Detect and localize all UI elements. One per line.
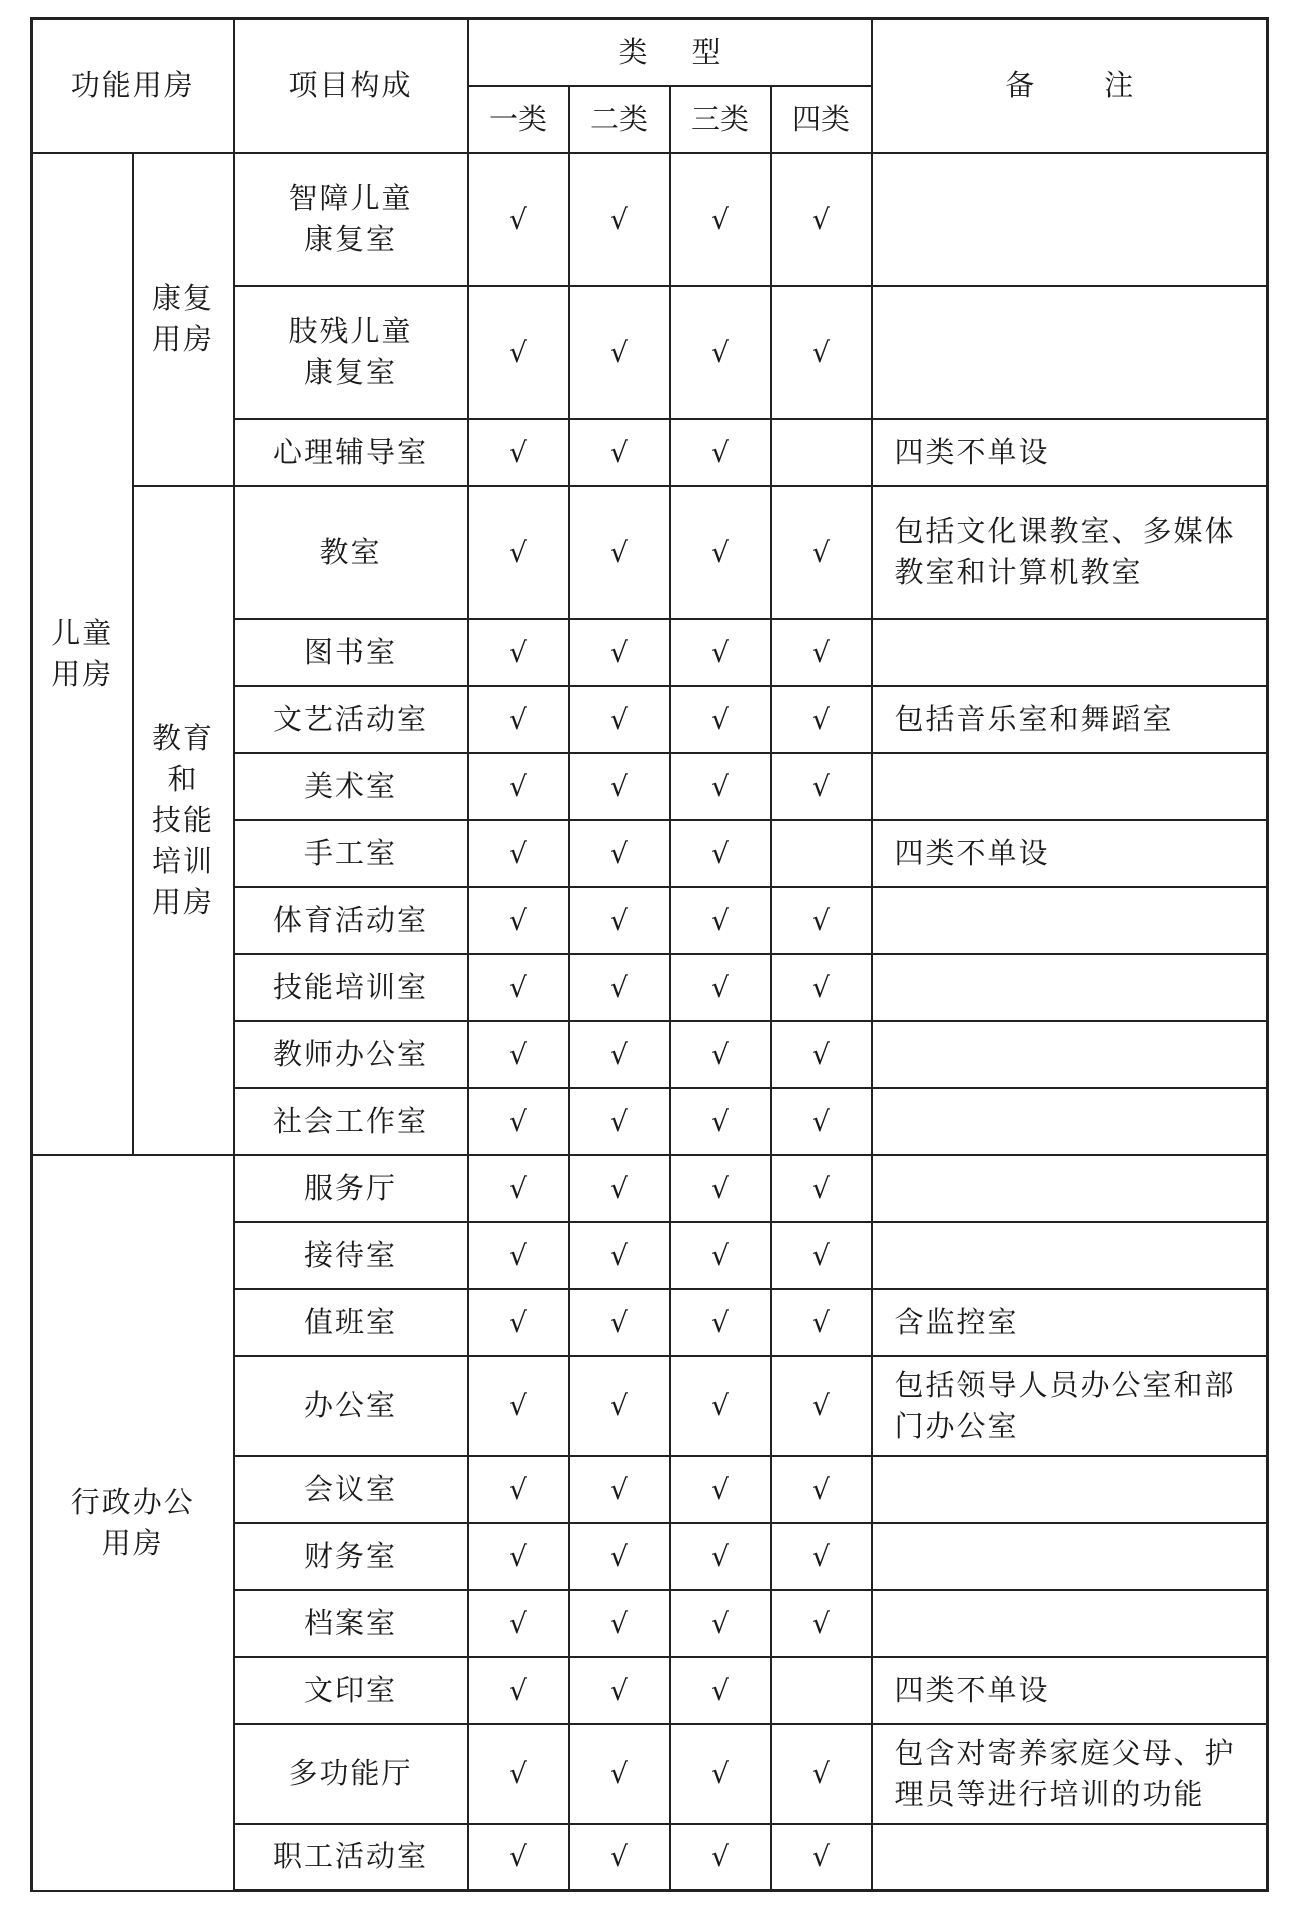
item-name-cell: 社会工作室 bbox=[234, 1088, 468, 1155]
type-4-check-cell: √ bbox=[771, 153, 872, 286]
type-3-check-cell: √ bbox=[670, 686, 771, 753]
type-4-check-cell: √ bbox=[771, 286, 872, 419]
type-4-check-cell: √ bbox=[771, 1456, 872, 1523]
header-type-4: 四类 bbox=[771, 86, 872, 153]
note-cell bbox=[872, 1590, 1268, 1657]
type-4-check-cell: √ bbox=[771, 954, 872, 1021]
item-name-cell: 会议室 bbox=[234, 1456, 468, 1523]
header-type-1: 一类 bbox=[468, 86, 569, 153]
type-1-check-cell: √ bbox=[468, 1155, 569, 1222]
table-row bbox=[32, 1155, 1268, 1222]
type-1-check-cell: √ bbox=[468, 1724, 569, 1824]
item-name-cell: 职工活动室 bbox=[234, 1824, 468, 1891]
type-3-check-cell: √ bbox=[670, 1724, 771, 1824]
note-cell bbox=[872, 1523, 1268, 1590]
note-cell bbox=[872, 1824, 1268, 1891]
group-admin-rooms: 行政办公 用房 bbox=[32, 1155, 234, 1891]
note-cell bbox=[872, 153, 1268, 286]
note-cell bbox=[872, 954, 1268, 1021]
item-name-cell: 手工室 bbox=[234, 820, 468, 887]
item-name-cell: 财务室 bbox=[234, 1523, 468, 1590]
type-3-check-cell: √ bbox=[670, 286, 771, 419]
type-3-check-cell: √ bbox=[670, 887, 771, 954]
type-1-check-cell: √ bbox=[468, 1356, 569, 1456]
type-2-check-cell: √ bbox=[569, 686, 670, 753]
type-1-check-cell: √ bbox=[468, 1590, 569, 1657]
type-2-check-cell: √ bbox=[569, 1088, 670, 1155]
type-2-check-cell: √ bbox=[569, 619, 670, 686]
type-4-check-cell bbox=[771, 1657, 872, 1724]
note-cell: 四类不单设 bbox=[872, 820, 1268, 887]
type-1-check-cell: √ bbox=[468, 1523, 569, 1590]
type-1-check-cell: √ bbox=[468, 1021, 569, 1088]
type-2-check-cell: √ bbox=[569, 1657, 670, 1724]
table-row bbox=[32, 153, 1268, 286]
item-name-cell: 美术室 bbox=[234, 753, 468, 820]
type-2-check-cell: √ bbox=[569, 1590, 670, 1657]
type-4-check-cell: √ bbox=[771, 753, 872, 820]
type-2-check-cell: √ bbox=[569, 486, 670, 619]
type-2-check-cell: √ bbox=[569, 286, 670, 419]
note-cell bbox=[872, 1155, 1268, 1222]
header-notes: 备注 bbox=[872, 19, 1268, 153]
type-2-check-cell: √ bbox=[569, 1523, 670, 1590]
type-2-check-cell: √ bbox=[569, 1021, 670, 1088]
type-3-check-cell: √ bbox=[670, 753, 771, 820]
type-3-check-cell: √ bbox=[670, 1590, 771, 1657]
note-cell bbox=[872, 619, 1268, 686]
note-cell: 含监控室 bbox=[872, 1289, 1268, 1356]
type-2-check-cell: √ bbox=[569, 153, 670, 286]
type-1-check-cell: √ bbox=[468, 753, 569, 820]
header-item-composition: 项目构成 bbox=[234, 19, 468, 153]
type-1-check-cell: √ bbox=[468, 686, 569, 753]
type-2-check-cell: √ bbox=[569, 954, 670, 1021]
note-cell bbox=[872, 286, 1268, 419]
note-cell: 包括领导人员办公室和部门办公室 bbox=[872, 1356, 1268, 1456]
type-1-check-cell: √ bbox=[468, 153, 569, 286]
type-4-check-cell: √ bbox=[771, 1590, 872, 1657]
table-row bbox=[32, 486, 1268, 619]
type-3-check-cell: √ bbox=[670, 1824, 771, 1891]
type-1-check-cell: √ bbox=[468, 1456, 569, 1523]
type-1-check-cell: √ bbox=[468, 1088, 569, 1155]
type-3-check-cell: √ bbox=[670, 1456, 771, 1523]
type-4-check-cell: √ bbox=[771, 1155, 872, 1222]
type-1-check-cell: √ bbox=[468, 1222, 569, 1289]
type-3-check-cell: √ bbox=[670, 419, 771, 486]
type-4-check-cell bbox=[771, 820, 872, 887]
type-3-check-cell: √ bbox=[670, 1289, 771, 1356]
item-name-cell: 值班室 bbox=[234, 1289, 468, 1356]
type-1-check-cell: √ bbox=[468, 1289, 569, 1356]
type-3-check-cell: √ bbox=[670, 1222, 771, 1289]
type-2-check-cell: √ bbox=[569, 1289, 670, 1356]
type-3-check-cell: √ bbox=[670, 619, 771, 686]
note-cell bbox=[872, 887, 1268, 954]
header-type-2: 二类 bbox=[569, 86, 670, 153]
item-name-cell: 办公室 bbox=[234, 1356, 468, 1456]
item-name-cell: 技能培训室 bbox=[234, 954, 468, 1021]
item-name-cell: 图书室 bbox=[234, 619, 468, 686]
type-4-check-cell: √ bbox=[771, 486, 872, 619]
type-2-check-cell: √ bbox=[569, 1222, 670, 1289]
type-4-check-cell: √ bbox=[771, 1523, 872, 1590]
note-cell bbox=[872, 1222, 1268, 1289]
item-name-cell: 智障儿童 康复室 bbox=[234, 153, 468, 286]
item-name-cell: 心理辅导室 bbox=[234, 419, 468, 486]
type-1-check-cell: √ bbox=[468, 1657, 569, 1724]
header-type-3: 三类 bbox=[670, 86, 771, 153]
type-3-check-cell: √ bbox=[670, 486, 771, 619]
type-2-check-cell: √ bbox=[569, 887, 670, 954]
note-cell: 包括音乐室和舞蹈室 bbox=[872, 686, 1268, 753]
type-2-check-cell: √ bbox=[569, 419, 670, 486]
item-name-cell: 档案室 bbox=[234, 1590, 468, 1657]
note-cell bbox=[872, 1021, 1268, 1088]
item-name-cell: 文艺活动室 bbox=[234, 686, 468, 753]
type-3-check-cell: √ bbox=[670, 1523, 771, 1590]
type-2-check-cell: √ bbox=[569, 1724, 670, 1824]
type-1-check-cell: √ bbox=[468, 1824, 569, 1891]
type-3-check-cell: √ bbox=[670, 1657, 771, 1724]
type-1-check-cell: √ bbox=[468, 286, 569, 419]
note-cell bbox=[872, 753, 1268, 820]
type-4-check-cell: √ bbox=[771, 887, 872, 954]
room-function-table bbox=[30, 17, 1269, 1892]
note-cell: 包含对寄养家庭父母、护理员等进行培训的功能 bbox=[872, 1724, 1268, 1824]
type-4-check-cell: √ bbox=[771, 1021, 872, 1088]
type-4-check-cell: √ bbox=[771, 1724, 872, 1824]
note-cell bbox=[872, 1088, 1268, 1155]
type-1-check-cell: √ bbox=[468, 619, 569, 686]
type-2-check-cell: √ bbox=[569, 753, 670, 820]
type-3-check-cell: √ bbox=[670, 1356, 771, 1456]
type-1-check-cell: √ bbox=[468, 954, 569, 1021]
type-1-check-cell: √ bbox=[468, 887, 569, 954]
item-name-cell: 教师办公室 bbox=[234, 1021, 468, 1088]
type-2-check-cell: √ bbox=[569, 1356, 670, 1456]
subgroup-education-rooms: 教育 和 技能 培训 用房 bbox=[133, 486, 234, 1155]
type-4-check-cell: √ bbox=[771, 1824, 872, 1891]
type-2-check-cell: √ bbox=[569, 1456, 670, 1523]
note-cell: 四类不单设 bbox=[872, 1657, 1268, 1724]
type-3-check-cell: √ bbox=[670, 1155, 771, 1222]
note-cell bbox=[872, 1456, 1268, 1523]
type-2-check-cell: √ bbox=[569, 820, 670, 887]
type-4-check-cell: √ bbox=[771, 619, 872, 686]
type-3-check-cell: √ bbox=[670, 820, 771, 887]
type-4-check-cell: √ bbox=[771, 686, 872, 753]
note-cell: 包括文化课教室、多媒体教室和计算机教室 bbox=[872, 486, 1268, 619]
note-cell: 四类不单设 bbox=[872, 419, 1268, 486]
type-4-check-cell bbox=[771, 419, 872, 486]
item-name-cell: 体育活动室 bbox=[234, 887, 468, 954]
type-3-check-cell: √ bbox=[670, 954, 771, 1021]
subgroup-rehab-rooms: 康复 用房 bbox=[133, 153, 234, 486]
type-1-check-cell: √ bbox=[468, 419, 569, 486]
type-4-check-cell: √ bbox=[771, 1222, 872, 1289]
type-3-check-cell: √ bbox=[670, 1088, 771, 1155]
type-2-check-cell: √ bbox=[569, 1824, 670, 1891]
type-4-check-cell: √ bbox=[771, 1356, 872, 1456]
item-name-cell: 文印室 bbox=[234, 1657, 468, 1724]
type-2-check-cell: √ bbox=[569, 1155, 670, 1222]
type-1-check-cell: √ bbox=[468, 486, 569, 619]
type-1-check-cell: √ bbox=[468, 820, 569, 887]
header-function-room: 功能用房 bbox=[32, 19, 234, 153]
item-name-cell: 接待室 bbox=[234, 1222, 468, 1289]
item-name-cell: 肢残儿童 康复室 bbox=[234, 286, 468, 419]
header-type-group: 类型 bbox=[468, 19, 872, 86]
type-4-check-cell: √ bbox=[771, 1289, 872, 1356]
item-name-cell: 教室 bbox=[234, 486, 468, 619]
group-children-rooms: 儿童 用房 bbox=[32, 153, 133, 1155]
item-name-cell: 服务厅 bbox=[234, 1155, 468, 1222]
type-3-check-cell: √ bbox=[670, 1021, 771, 1088]
type-3-check-cell: √ bbox=[670, 153, 771, 286]
type-4-check-cell: √ bbox=[771, 1088, 872, 1155]
item-name-cell: 多功能厅 bbox=[234, 1724, 468, 1824]
